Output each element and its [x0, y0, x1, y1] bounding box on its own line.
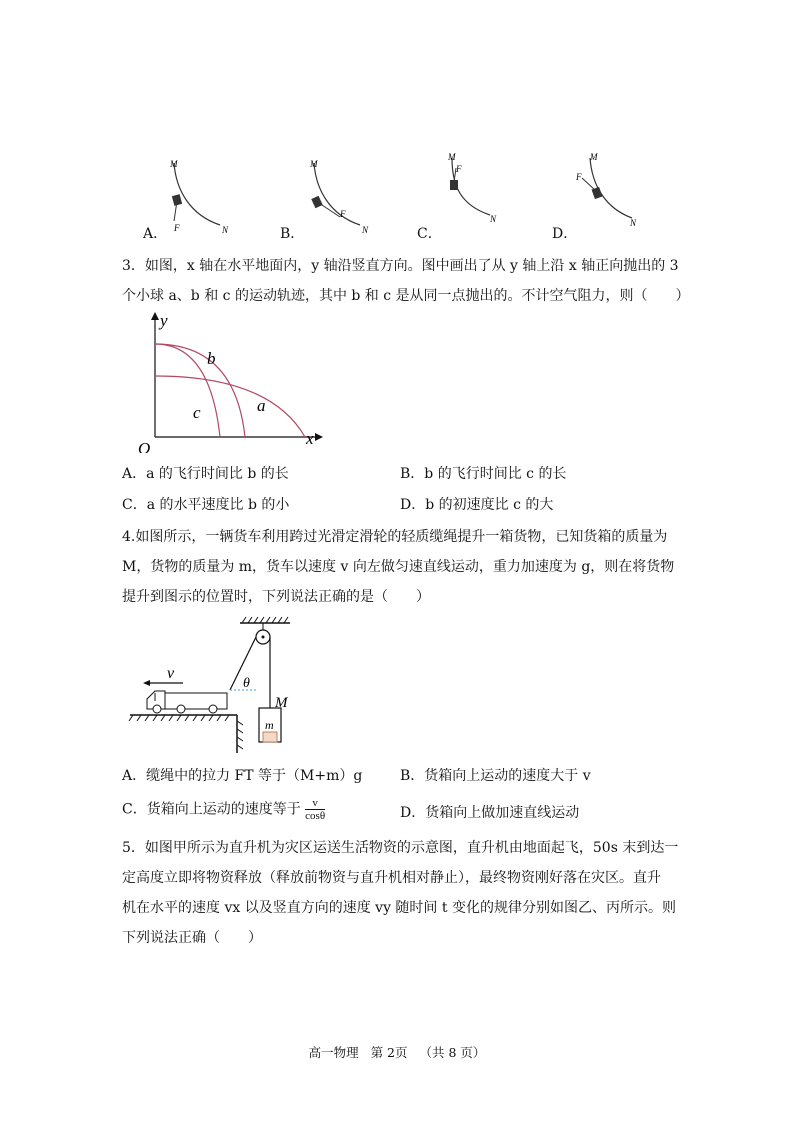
svg-text:M: M	[448, 152, 456, 162]
q5-stem-line1: 5．如图甲所示为直升机为灾区运送生活物资的示意图，直升机由地面起飞，50s 末到达一	[122, 840, 679, 856]
svg-text:θ: θ	[243, 676, 250, 691]
svg-text:x: x	[306, 429, 314, 448]
q5-stem-line3: 机在水平的速度 vx 以及竖直方向的速度 vy 随时间 t 变化的规律分别如图乙、丙所示。则	[122, 900, 676, 916]
trajectory-b	[155, 344, 245, 437]
q2-figure-a	[160, 155, 230, 235]
svg-text:M: M	[275, 695, 288, 711]
svg-text:F: F	[174, 223, 180, 233]
q5-stem-line4: 下列说法正确（ ）	[122, 930, 262, 946]
svg-text:O: O	[138, 439, 151, 453]
q5-stem-line2: 定高度立即将物资释放（释放前物资与直升机相对静止），最终物资刚好落在灾区。直升	[122, 870, 661, 886]
svg-text:M: M	[170, 159, 178, 169]
q2-label-a[interactable]: A．	[143, 226, 168, 242]
q3-stem-line2: 个小球 a、b 和 c 的运动轨迹，其中 b 和 c 是从同一点抛出的。不计空气阻力，则（ ）	[122, 288, 690, 304]
q3-option-d[interactable]: D．b 的初速度比 c 的大	[400, 497, 554, 513]
q4-option-c-fraction: $\frac{v}{\cos\theta}$	[305, 797, 326, 822]
q4-option-c[interactable]	[122, 797, 325, 822]
footer-subject: 高一物理	[308, 1045, 359, 1060]
q4-option-b[interactable]: B．货箱向上运动的速度大于 v	[400, 768, 591, 784]
svg-text:m: m	[265, 718, 274, 732]
q3-stem-line1: 3．如图，x 轴在水平地面内，y 轴沿竖直方向。图中画出了从 y 轴上沿 x 轴正向抛出的 3	[122, 258, 679, 274]
q4-truck-pulley-figure	[125, 615, 300, 755]
q2-label-b[interactable]: B．	[280, 226, 305, 242]
footer-total: （共 8 页）	[419, 1045, 486, 1060]
svg-text:F: F	[340, 209, 346, 219]
footer-page: 第 2页	[370, 1045, 408, 1060]
truck	[147, 691, 227, 713]
svg-text:N: N	[630, 218, 637, 228]
q4-option-a[interactable]: A．缆绳中的拉力 FT 等于（M+m）g	[122, 768, 363, 784]
page-footer	[0, 1043, 794, 1061]
q2-label-d[interactable]: D．	[552, 226, 578, 242]
q2-figure-d	[570, 150, 640, 230]
q4-stem-line2: M，货物的质量为 m，货车以速度 v 向左做匀速直线运动，重力加速度为 g，则在将货物	[122, 559, 675, 575]
svg-text:c: c	[193, 403, 201, 422]
q2-figure-c	[440, 150, 510, 230]
svg-text:y: y	[160, 311, 168, 330]
q3-trajectory-figure	[120, 308, 330, 453]
q4-option-c-text: C．货箱向上运动的速度等于	[122, 801, 301, 818]
svg-text:N: N	[222, 225, 229, 235]
q2-figure-b	[300, 155, 370, 235]
svg-text:N: N	[490, 214, 497, 224]
q4-option-d[interactable]: D．货箱向上做加速直线运动	[400, 805, 580, 821]
svg-text:a: a	[257, 396, 266, 415]
q4-stem-line1: 4.如图所示，一辆货车利用跨过光滑定滑轮的轻质缆绳提升一箱货物，已知货箱的质量为	[122, 529, 668, 545]
q3-option-c[interactable]: C．a 的水平速度比 b 的小	[122, 497, 290, 513]
q3-option-b[interactable]: B．b 的飞行时间比 c 的长	[400, 466, 567, 482]
q3-option-a[interactable]: A．a 的飞行时间比 b 的长	[122, 466, 289, 482]
svg-text:M: M	[310, 159, 318, 169]
q2-label-c[interactable]: C．	[417, 226, 442, 242]
svg-text:F: F	[456, 164, 462, 174]
svg-text:b: b	[207, 349, 216, 368]
svg-text:v: v	[167, 665, 175, 682]
q2-choice-figures	[140, 150, 660, 245]
svg-text:F: F	[576, 172, 582, 182]
trajectory-a	[155, 376, 305, 437]
svg-text:N: N	[362, 225, 369, 235]
q4-stem-line3: 提升到图示的位置时，下列说法正确的是（ ）	[122, 589, 430, 605]
svg-text:M: M	[590, 152, 598, 162]
